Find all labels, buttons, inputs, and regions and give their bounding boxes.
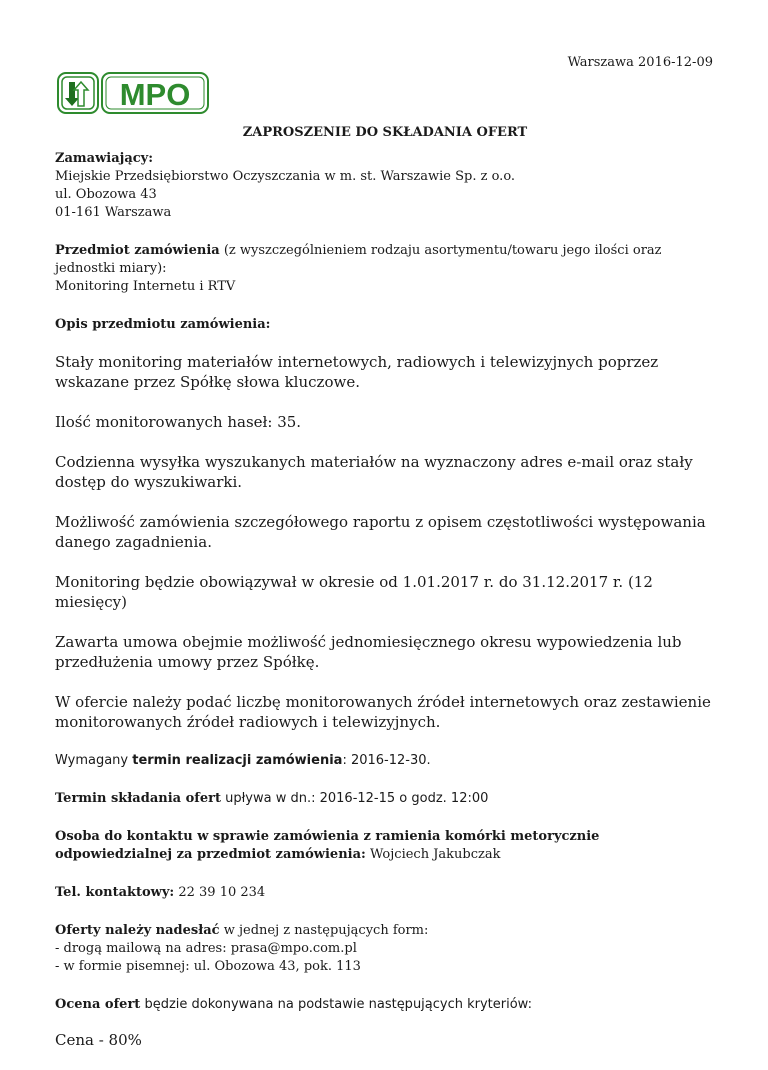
oferty-line: - w formie pisemnej: ul. Obozowa 43, pok. 113 [55,959,361,974]
termin-realizacji-label: termin realizacji zamówienia [132,753,343,768]
telefon-value: 22 39 10 234 [174,885,266,900]
opis-paragraph: Ilość monitorowanych haseł: 35. [55,413,302,431]
opis-label: Opis przedmiotu zamówienia: [55,317,271,332]
oferty-value: w jednej z następujących form: [219,923,429,938]
ocena-value: będzie dokonywana na podstawie następujących kryteriów: [140,997,532,1012]
termin-skladania [55,790,715,808]
opis-paragraph: Możliwość zamówienia szczegółowego raportu z opisem częstotliwości występowania danego zagadnienia. [55,513,706,551]
zamawiajacy-line: Miejskie Przedsiębiorstwo Oczyszczania w m. st. Warszawie Sp. z o.o. [55,169,516,184]
zamawiajacy-label: Zamawiający: [55,151,154,166]
termin-realizacji-prefix: Wymagany [55,753,133,768]
svg-text:MPO: MPO [119,77,191,112]
kontakt-label: Osoba do kontaktu w sprawie zamówienia z ramienia komórki metorycznie odpowiedzialnej za przedmiot zamówienia: [55,829,600,862]
przedmiot-section [55,242,715,296]
termin-realizacji [55,752,715,770]
zamawiajacy-line: 01-161 Warszawa [55,205,172,220]
document-date: Warszawa 2016-12-09 [567,55,713,70]
opis-paragraph: Monitoring będzie obowiązywał w okresie od 1.01.2017 r. do 31.12.2017 r. (12 miesięcy) [55,573,653,611]
kontakt-section [55,828,715,864]
document-body [55,124,715,1070]
zamawiajacy-line: ul. Obozowa 43 [55,187,157,202]
termin-realizacji-value: : 2016-12-30. [342,753,431,768]
przedmiot-note: (z wyszczególnieniem rodzaju asortymentu/towaru jego ilości oraz jednostki miary): [55,243,662,276]
opis-paragraph: W ofercie należy podać liczbę monitorowanych źródeł internetowych oraz zestawienie monitorowanych źródeł radiowych i telewizyjnych. [55,693,711,731]
przedmiot-value: Monitoring Internetu i RTV [55,279,236,294]
opis-paragraph: Stały monitoring materiałów internetowych, radiowych i telewizyjnych poprzez wskazane przez Spółkę słowa kluczowe. [55,353,659,391]
opis-paragraph: Zawarta umowa obejmie możliwość jednomiesięcznego okresu wypowiedzenia lub przedłużenia umowy przez Spółkę. [55,633,682,671]
cena-criterion: Cena - 80% [55,1031,142,1049]
oferty-line: - drogą mailową na adres: prasa@mpo.com.pl [55,941,357,956]
telefon-label: Tel. kontaktowy: [55,885,175,900]
zamawiajacy-section [55,150,715,222]
przedmiot-label: Przedmiot zamówienia [55,243,220,258]
document-title: ZAPROSZENIE DO SKŁADANIA OFERT [242,125,528,140]
ocena-section [55,996,715,1014]
termin-skladania-label: Termin składania ofert [55,791,221,806]
kontakt-value: Wojciech Jakubczak [365,847,501,862]
opis-paragraph: Codzienna wysyłka wyszukanych materiałów na wyznaczony adres e-mail oraz stały dostęp do wyszukiwarki. [55,453,693,491]
ocena-label: Ocena ofert [55,997,141,1012]
telefon-section [55,884,715,902]
oferty-label: Oferty należy nadesłać [55,923,220,938]
mpo-logo [57,72,209,114]
termin-skladania-value: upływa w dn.: 2016-12-15 o godz. 12:00 [220,791,489,806]
oferty-section [55,922,715,976]
